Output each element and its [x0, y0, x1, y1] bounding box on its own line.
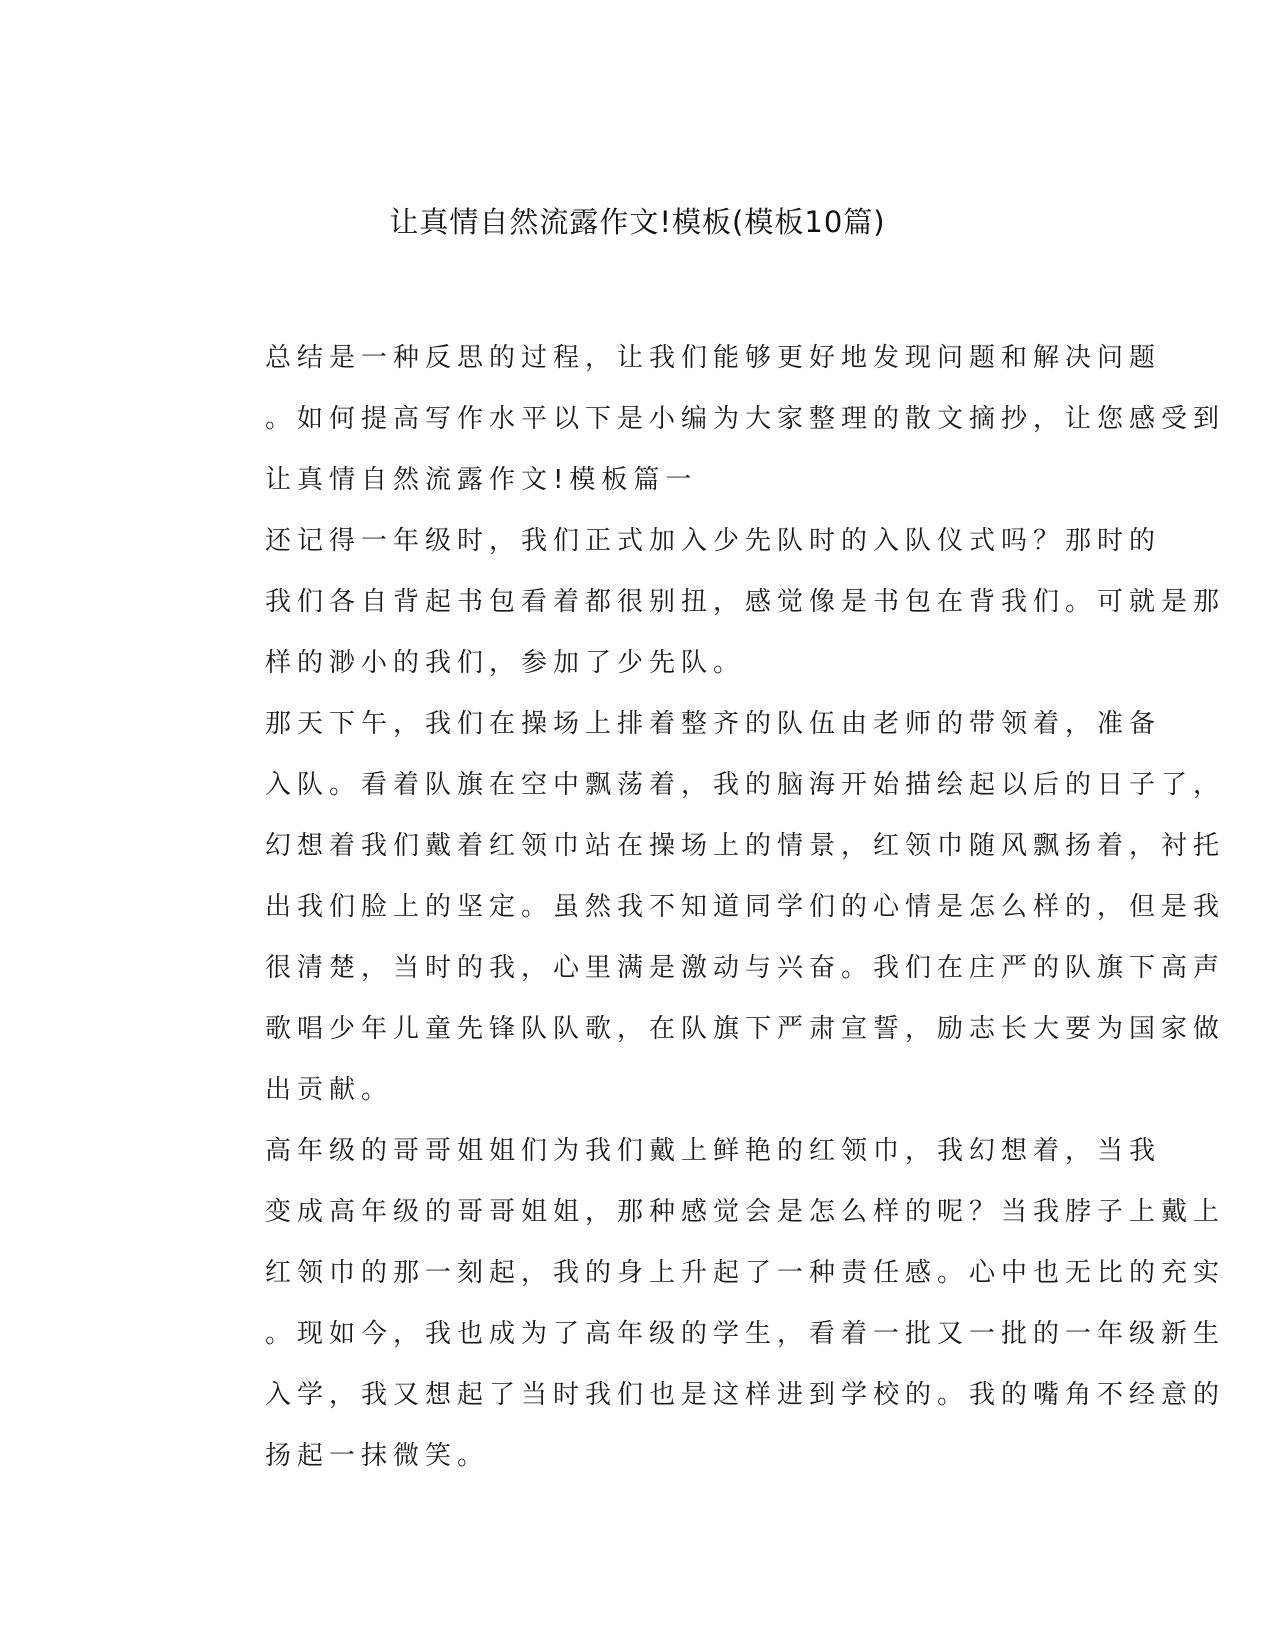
intro-paragraph — [189, 328, 1226, 450]
section-heading-text: 让真情自然流露作文!模板篇一 — [265, 465, 698, 495]
paragraph-line: 出贡献。 — [265, 1075, 394, 1105]
intro-line: 。如何提高写作水平以下是小编为大家整理的散文摘抄，让您感受到 — [265, 404, 1226, 434]
paragraph-line: 幻想着我们戴着红领巾站在操场上的情景，红领巾随风飘扬着，衬托 — [265, 831, 1226, 861]
paragraph-line: 样的渺小的我们，参加了少先队。 — [265, 648, 746, 678]
paragraph-line: 歌唱少年儿童先锋队队歌，在队旗下严肃宣誓，励志长大要为国家做 — [265, 1014, 1226, 1044]
body-paragraph-1 — [189, 511, 1226, 694]
document-title: 让真情自然流露作文!模板(模板10篇) — [389, 205, 886, 239]
paragraph-line: 还记得一年级时，我们正式加入少先队时的入队仪式吗？那时的 — [265, 526, 1162, 556]
document-body — [189, 328, 1226, 1487]
paragraph-line: 扬起一抹微笑。 — [265, 1441, 490, 1471]
intro-line: 总结是一种反思的过程，让我们能够更好地发现问题和解决问题 — [265, 343, 1162, 373]
section-heading — [189, 450, 1069, 511]
paragraph-line: 入队。看着队旗在空中飘荡着，我的脑海开始描绘起以后的日子了， — [265, 770, 1226, 800]
paragraph-line: 入学，我又想起了当时我们也是这样进到学校的。我的嘴角不经意的 — [265, 1380, 1226, 1410]
paragraph-line: 变成高年级的哥哥姐姐，那种感觉会是怎么样的呢？当我脖子上戴上 — [265, 1197, 1226, 1227]
paragraph-line: 出我们脸上的坚定。虽然我不知道同学们的心情是怎么样的，但是我 — [265, 892, 1226, 922]
paragraph-line: 。现如今，我也成为了高年级的学生，看着一批又一批的一年级新生 — [265, 1319, 1226, 1349]
paragraph-line: 那天下午，我们在操场上排着整齐的队伍由老师的带领着，准备 — [265, 709, 1162, 739]
body-paragraph-3 — [189, 1121, 1226, 1487]
body-paragraph-2 — [189, 694, 1226, 1121]
paragraph-line: 红领巾的那一刻起，我的身上升起了一种责任感。心中也无比的充实 — [265, 1258, 1226, 1288]
paragraph-line: 高年级的哥哥姐姐们为我们戴上鲜艳的红领巾，我幻想着，当我 — [265, 1136, 1162, 1166]
paragraph-line: 我们各自背起书包看着都很别扭，感觉像是书包在背我们。可就是那 — [265, 587, 1226, 617]
paragraph-line: 很清楚，当时的我，心里满是激动与兴奋。我们在庄严的队旗下高声 — [265, 953, 1226, 983]
